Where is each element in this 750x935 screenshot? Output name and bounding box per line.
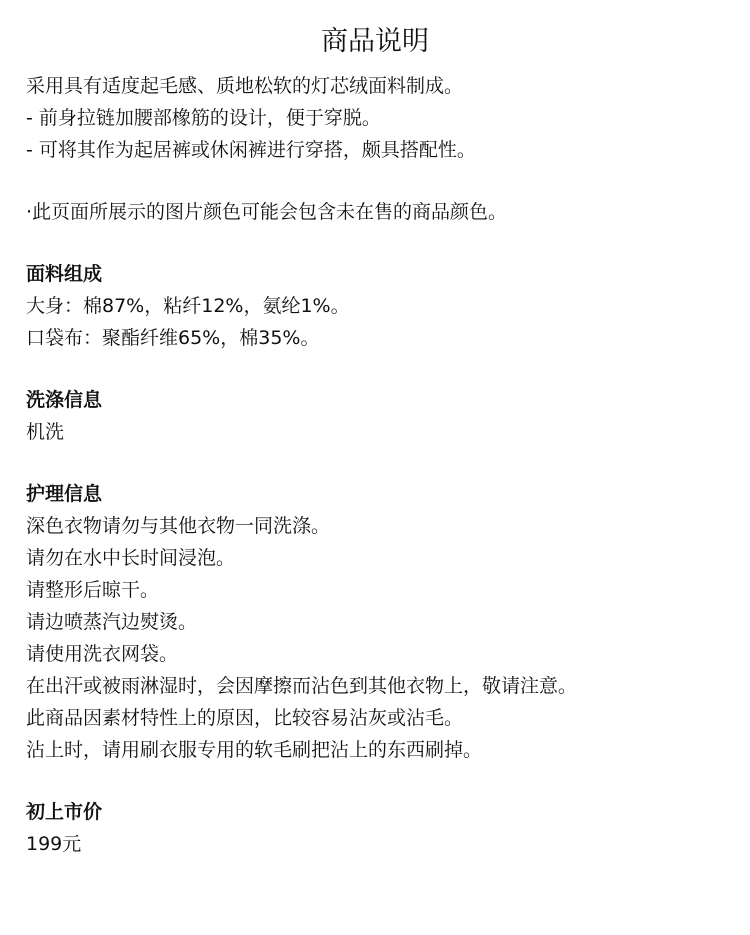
- care-line: 沾上时，请用刷衣服专用的软毛刷把沾上的东西刷掉。: [26, 739, 483, 761]
- color-notice: ·此页面所展示的图片颜色可能会包含未在售的商品颜色。: [26, 201, 508, 223]
- care-line: 深色衣物请勿与其他衣物一同洗涤。: [26, 515, 331, 537]
- intro-line: - 前身拉链加腰部橡筋的设计，便于穿脱。: [26, 107, 381, 129]
- care-line: 请勿在水中长时间浸泡。: [26, 547, 236, 569]
- material-section: [26, 258, 750, 354]
- care-line: 在出汗或被雨淋湿时，会因摩擦而沾色到其他衣物上，敬请注意。: [26, 675, 578, 697]
- price-section: [26, 796, 750, 860]
- care-section: [26, 478, 750, 766]
- material-heading: 面料组成: [26, 263, 103, 285]
- care-heading: 护理信息: [26, 483, 103, 505]
- care-line: 请整形后晾干。: [26, 579, 160, 601]
- page-title: 商品说明: [321, 26, 429, 57]
- washing-section: [26, 384, 750, 448]
- care-line: 请边喷蒸汽边熨烫。: [26, 611, 198, 633]
- intro-section: [26, 70, 750, 166]
- material-line: 大身：棉87%，粘纤12%，氨纶1%。: [26, 295, 350, 317]
- material-line: 口袋布：聚酯纤维65%，棉35%。: [26, 327, 320, 349]
- care-line: 请使用洗衣网袋。: [26, 643, 179, 665]
- price-value: 199元: [26, 833, 82, 855]
- washing-heading: 洗涤信息: [26, 389, 103, 411]
- care-line: 此商品因素材特性上的原因，比较容易沾灰或沾毛。: [26, 707, 464, 729]
- price-heading: 初上市价: [26, 801, 103, 823]
- intro-line: 采用具有适度起毛感、质地松软的灯芯绒面料制成。: [26, 75, 464, 97]
- intro-line: - 可将其作为起居裤或休闲裤进行穿搭，颇具搭配性。: [26, 139, 476, 161]
- washing-line: 机洗: [26, 421, 65, 443]
